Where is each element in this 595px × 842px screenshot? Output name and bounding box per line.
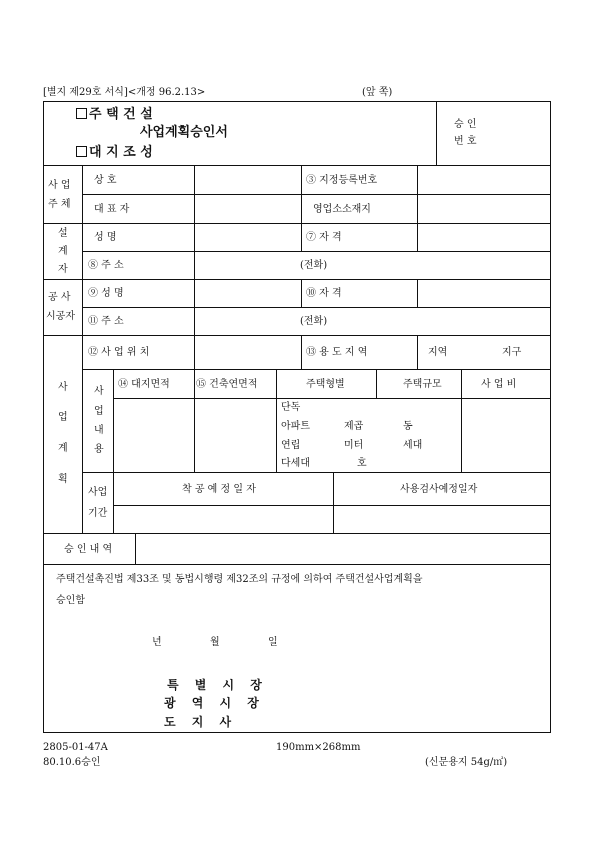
form-code: 2805-01-47A — [43, 742, 108, 753]
page-title: 사업계획승인서 — [140, 125, 228, 140]
section-label: 업 — [58, 412, 68, 423]
field-label: 승 인 내 역 — [64, 544, 113, 555]
column-header: 착 공 예 정 일 자 — [182, 484, 256, 495]
rule — [194, 165, 195, 369]
rule — [82, 307, 551, 308]
sub-label: 업 — [94, 406, 104, 417]
rule — [43, 564, 551, 565]
date-year: 년 — [152, 637, 162, 648]
unit-label: 세대 — [403, 440, 423, 451]
field-label: ⑧ 주 소 — [88, 260, 124, 271]
title-housing: 주 택 건 설 — [76, 108, 153, 121]
field-label: 상 호 — [94, 175, 117, 186]
field-label: (전화) — [300, 316, 328, 327]
section-label: 사 — [58, 382, 68, 393]
rule — [82, 369, 551, 370]
date-month: 월 — [210, 637, 220, 648]
section-label: 자 — [58, 264, 68, 275]
field-label: ⑨ 성 명 — [88, 288, 124, 299]
rule — [278, 472, 334, 473]
rule — [82, 251, 551, 252]
sub-label: 내 — [94, 425, 104, 436]
rule — [436, 101, 437, 165]
field-label: (전화) — [300, 260, 328, 271]
section-label: 사 업 — [48, 180, 71, 191]
statement: 주택건설촉진법 제33조 및 동법시행령 제32조의 규정에 의하여 주택건설사업계획을 — [56, 574, 423, 585]
field-label: ③ 지정등록번호 — [306, 175, 378, 186]
rule — [301, 335, 302, 369]
field-label: ⑫ 사 업 위 치 — [88, 347, 150, 358]
date-day: 일 — [268, 637, 278, 648]
housing-type: 단독 — [281, 402, 301, 413]
approval-no-label: 승 인 — [454, 119, 477, 130]
rule — [82, 194, 551, 195]
checkbox-icon[interactable] — [76, 146, 87, 157]
rule — [43, 165, 551, 166]
sub-label: 용 — [94, 444, 104, 455]
sub-label: 사 — [94, 386, 104, 397]
title-land: 대 지 조 성 — [76, 146, 153, 159]
column-header: 주택형별 — [306, 379, 345, 390]
column-header: ⑮ 건축연면적 — [196, 379, 258, 390]
column-header: 사용검사예정일자 — [400, 484, 478, 495]
field-label: 대 표 자 — [94, 204, 130, 215]
field-label: ⑩ 자 격 — [306, 288, 342, 299]
signatory: 도 지 사 — [164, 715, 238, 729]
field-label: 지구 — [502, 347, 522, 358]
rule — [301, 223, 302, 251]
rule — [417, 335, 418, 369]
field-label: 성 명 — [94, 232, 117, 243]
approval-no-label: 번 호 — [454, 136, 477, 147]
paper-size: 190mm×268mm — [276, 742, 361, 753]
approval-form — [43, 101, 551, 733]
rule — [417, 223, 418, 251]
sub-label: 기간 — [88, 508, 108, 519]
section-label: 주 체 — [48, 199, 71, 210]
rule — [417, 165, 418, 223]
rule — [43, 533, 551, 534]
rule — [43, 335, 551, 336]
signatory: 광 역 시 장 — [164, 696, 265, 710]
unit-label: 제곱 — [344, 421, 364, 432]
section-label: 설 — [58, 228, 68, 239]
approval-date: 80.10.6승인 — [43, 757, 101, 768]
rule — [135, 533, 136, 564]
column-header: 사 업 비 — [481, 379, 517, 390]
rule — [43, 279, 551, 280]
rule — [417, 279, 418, 307]
form-number: [별지 제29호 서식]<개정 96.2.13> — [43, 87, 206, 98]
field-label: ⑦ 자 격 — [306, 232, 342, 243]
spacer — [278, 475, 334, 476]
rule — [113, 369, 114, 533]
rule — [301, 279, 302, 307]
rule — [194, 369, 195, 472]
rule — [113, 505, 551, 506]
section-label: 계 — [58, 443, 68, 454]
section-label: 공 사 — [48, 292, 71, 303]
rule — [43, 223, 551, 224]
section-label: 계 — [58, 246, 68, 257]
unit-label: 동 — [403, 421, 413, 432]
rule — [113, 398, 551, 399]
field-label: ⑪ 주 소 — [88, 316, 124, 327]
rule — [461, 369, 462, 472]
column-header: 주택규모 — [403, 379, 442, 390]
rule — [333, 472, 334, 533]
rule — [301, 165, 302, 223]
page-side: (앞 쪽) — [362, 87, 393, 98]
signatory: 특 별 시 장 — [167, 678, 268, 692]
rule — [82, 165, 83, 533]
paper-type: (신문용지 54g/㎡) — [425, 757, 508, 768]
column-header: ⑭ 대지면적 — [118, 379, 170, 390]
housing-type: 연립 — [281, 440, 301, 451]
field-label: ⑬ 용 도 지 역 — [306, 347, 368, 358]
unit-label: 호 — [357, 458, 367, 469]
statement: 승인함 — [56, 595, 85, 606]
section-label: 획 — [58, 474, 68, 485]
field-label: 지역 — [428, 347, 448, 358]
unit-label: 미터 — [344, 440, 364, 451]
housing-type: 아파트 — [281, 421, 310, 432]
housing-type: 다세대 — [281, 458, 310, 469]
rule — [376, 369, 377, 398]
sub-label: 사업 — [88, 487, 108, 498]
field-label: 영업소소재지 — [313, 204, 371, 215]
section-label: 시공자 — [46, 311, 75, 322]
rule — [276, 369, 277, 472]
checkbox-icon[interactable] — [76, 108, 87, 119]
